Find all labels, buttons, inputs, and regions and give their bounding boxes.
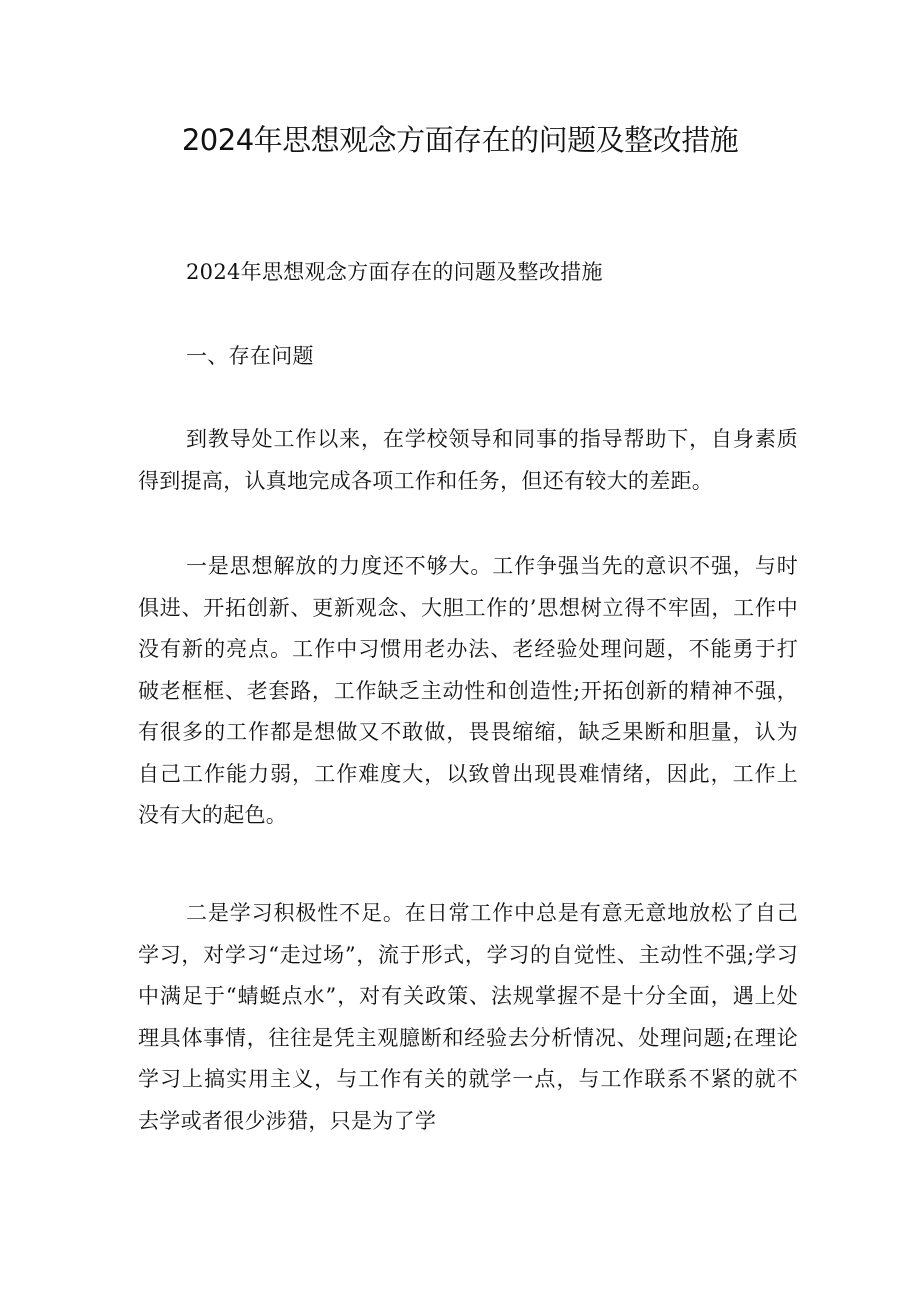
problem-one-paragraph: 一是思想解放的力度还不够大。工作争强当先的意识不强，与时俱进、开拓创新、更新观念、大胆工作的’思想树立得不牢固，工作中没有新的亮点。工作中习惯用老办法、老经验处理问题，不能勇于打破老框框、老套路，工作缺乏主动性和创造性;开拓创新的精神不强，有很多的工作都是想做又不敢做，畏畏缩缩，缺乏果断和胆量，认为自己工作能力弱，工作难度大，以致曾出现畏难情绪，因此，工作上没有大的起色。	[138, 554, 798, 827]
document-title: 2024年思想观念方面存在的问题及整改措施	[181, 123, 739, 157]
problem-two-paragraph: 二是学习积极性不足。在日常工作中总是有意无意地放松了自己学习，对学习“走过场”，流于形式，学习的自觉性、主动性不强;学习中满足于“蜻蜓点水”，对有关政策、法规掌握不是十分全面，遇上处理具体事情，往往是凭主观臆断和经验去分析情况、处理问题;在理论学习上搞实用主义，与工作有关的就学一点，与工作联系不紧的就不去学或者很少涉猎，只是为了学	[138, 901, 798, 1133]
document-subtitle: 2024年思想观念方面存在的问题及整改措施	[186, 260, 603, 284]
intro-paragraph: 到教导处工作以来，在学校领导和同事的指导帮助下，自身素质得到提高，认真地完成各项工作和任务，但还有较大的差距。	[138, 427, 798, 493]
section-heading: 一、存在问题	[186, 344, 314, 368]
